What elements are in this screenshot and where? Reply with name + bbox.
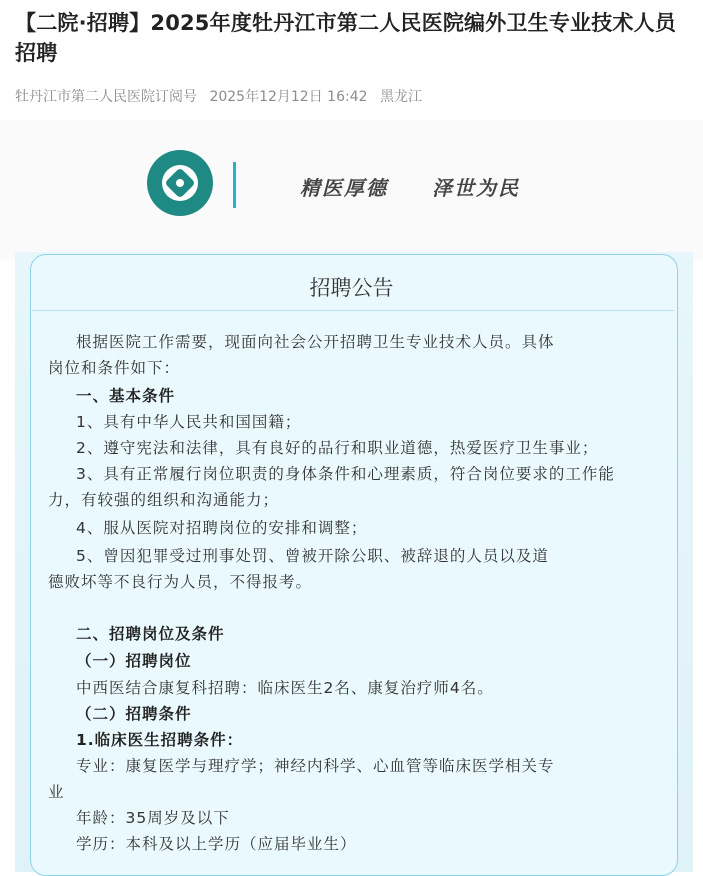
section-posts-heading: 二、招聘岗位及条件 <box>76 625 225 643</box>
slogan-left: 精医厚德 <box>300 176 388 200</box>
condition-4: 4、服从医院对招聘岗位的安排和调整； <box>76 519 368 537</box>
education-requirement: 学历：本科及以上学历（应届毕业生） <box>76 835 357 853</box>
major-line-b: 业 <box>48 783 65 801</box>
condition-2: 2、遵守宪法和法律，具有良好的品行和职业道德，热爱医疗卫生事业； <box>76 439 599 457</box>
intro-line-1: 根据医院工作需要，现面向社会公开招聘卫生专业技术人员。具体 <box>76 333 555 351</box>
post-detail: 中西医结合康复科招聘：临床医生2名、康复治疗师4名。 <box>76 679 494 697</box>
slogan-right: 泽世为民 <box>432 176 520 200</box>
hospital-logo-icon <box>147 150 213 216</box>
clinician-heading: 1.临床医生招聘条件： <box>76 731 244 749</box>
age-requirement: 年龄：35周岁及以下 <box>76 809 230 827</box>
banner-divider <box>233 162 236 208</box>
sub-posts-heading: （一）招聘岗位 <box>76 652 192 670</box>
condition-3a: 3、具有正常履行岗位职责的身体条件和心理素质，符合岗位要求的工作能 <box>76 465 615 483</box>
major-line-a: 专业：康复医学与理疗学；神经内科学、心血管等临床医学相关专 <box>76 757 555 775</box>
notice-divider <box>32 310 674 311</box>
condition-5b: 德败坏等不良行为人员，不得报考。 <box>48 573 313 591</box>
intro-line-2: 岗位和条件如下： <box>48 359 181 377</box>
article-meta <box>15 86 430 106</box>
condition-5a: 5、曾因犯罪受过刑事处罚、曾被开除公职、被辞退的人员以及道 <box>76 547 549 565</box>
article-title: 【二院·招聘】2025年度牡丹江市第二人民医院编外卫生专业技术人员招聘 <box>15 11 677 65</box>
publish-date: 2025年12月12日 16:42 <box>209 89 368 105</box>
condition-3b: 力，有较强的组织和沟通能力； <box>48 491 280 509</box>
publish-location: 黑龙江 <box>379 89 422 105</box>
condition-1: 1、具有中华人民共和国国籍； <box>76 413 302 431</box>
sub-conditions-heading: （二）招聘条件 <box>76 705 192 723</box>
notice-heading: 招聘公告 <box>309 276 394 300</box>
account-name[interactable]: 牡丹江市第二人民医院订阅号 <box>15 89 197 105</box>
section-basic-heading: 一、基本条件 <box>76 387 176 405</box>
